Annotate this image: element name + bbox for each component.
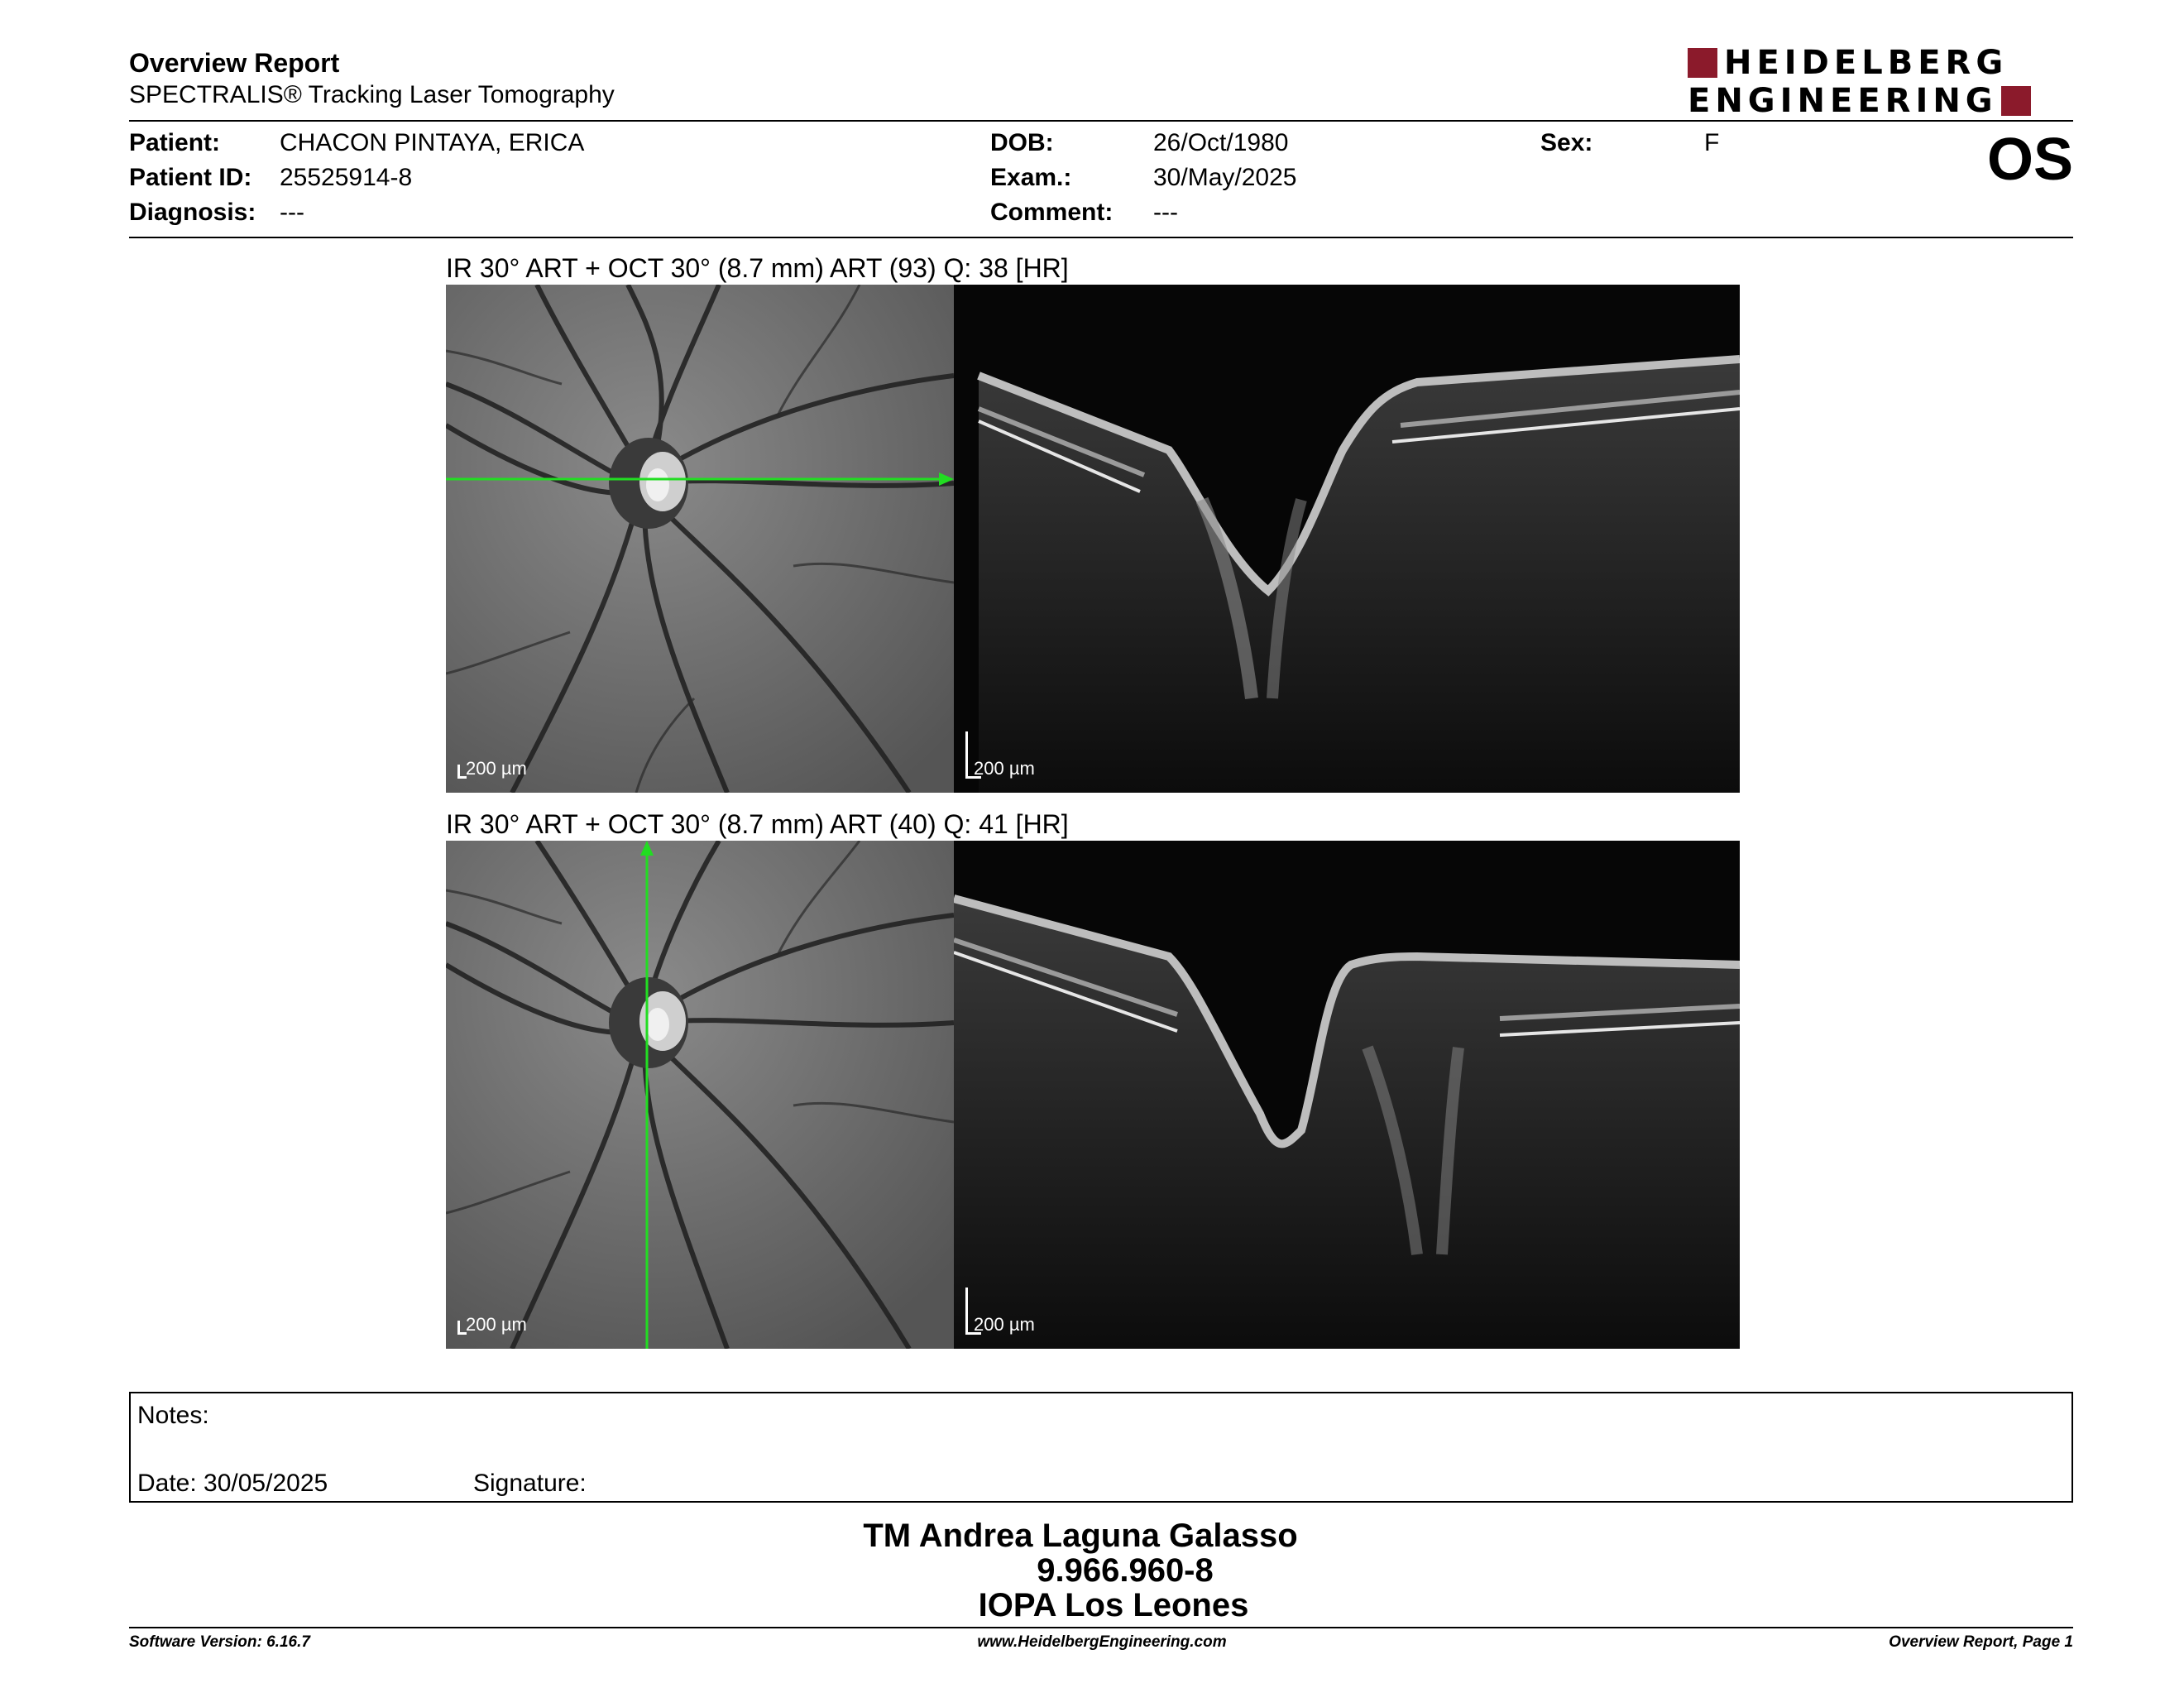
logo-square-icon: [2001, 86, 2031, 116]
exam-value: 30/May/2025: [1153, 164, 1297, 191]
comment-value: ---: [1153, 199, 1178, 226]
diagnosis-label: Diagnosis:: [129, 199, 256, 226]
patient-id-label: Patient ID:: [129, 164, 252, 191]
signatory-institution: IOPA Los Leones: [978, 1587, 1249, 1623]
diagnosis-value: ---: [280, 199, 304, 226]
signature-label: Signature:: [473, 1470, 587, 1497]
bscan-image-1: [954, 285, 1740, 793]
bscan-2-scale-label: 200 µm: [974, 1314, 1035, 1335]
patient-name: CHACON PINTAYA, ERICA: [280, 129, 585, 156]
patient-id-value: 25525914-8: [280, 164, 413, 191]
heidelberg-logo: [1688, 44, 2076, 120]
notes-box: [129, 1392, 2073, 1503]
report-subtitle: SPECTRALIS® Tracking Laser Tomography: [129, 81, 615, 108]
bscan-1-graphic: [954, 285, 1740, 793]
website-link[interactable]: www.HeidelbergEngineering.com: [977, 1633, 1227, 1651]
report-title: Overview Report: [129, 48, 340, 78]
page-indicator: Overview Report, Page 1: [1889, 1633, 2073, 1651]
bscan-image-2: [954, 841, 1740, 1349]
logo-line-2: ENGINEERING: [1688, 82, 1998, 120]
fundus-1-scale-label: 200 µm: [466, 758, 527, 779]
sex-label: Sex:: [1540, 129, 1593, 156]
patient-label: Patient:: [129, 129, 221, 156]
header-divider: [129, 120, 2073, 122]
scan-1-title: IR 30° ART + OCT 30° (8.7 mm) ART (93) Q: 38 [HR]: [446, 253, 1069, 283]
scan-line-1: [446, 285, 954, 793]
bscan-2-graphic: [954, 841, 1740, 1349]
scan-line-2: [446, 841, 954, 1349]
notes-label: Notes:: [137, 1402, 209, 1429]
dob-label: DOB:: [990, 129, 1054, 156]
bscan-1-scale-label: 200 µm: [974, 758, 1035, 779]
sex-value: F: [1704, 129, 1720, 156]
dob-value: 26/Oct/1980: [1153, 129, 1289, 156]
signatory-name: TM Andrea Laguna Galasso: [863, 1518, 1298, 1554]
software-version: Software Version: 6.16.7: [129, 1633, 310, 1651]
fundus-2-scale-label: 200 µm: [466, 1314, 527, 1335]
scan-2-title: IR 30° ART + OCT 30° (8.7 mm) ART (40) Q: 41 [HR]: [446, 809, 1069, 839]
logo-square-icon: [1688, 48, 1717, 78]
logo-line-1: HEIDELBERG: [1724, 44, 2009, 82]
comment-label: Comment:: [990, 199, 1114, 226]
notes-date: Date: 30/05/2025: [137, 1470, 328, 1497]
footer-divider: [129, 1627, 2073, 1628]
exam-label: Exam.:: [990, 164, 1072, 191]
eye-indicator: OS: [1986, 127, 2073, 193]
patient-divider: [129, 237, 2073, 238]
signatory-id: 9.966.960-8: [1037, 1552, 1214, 1589]
